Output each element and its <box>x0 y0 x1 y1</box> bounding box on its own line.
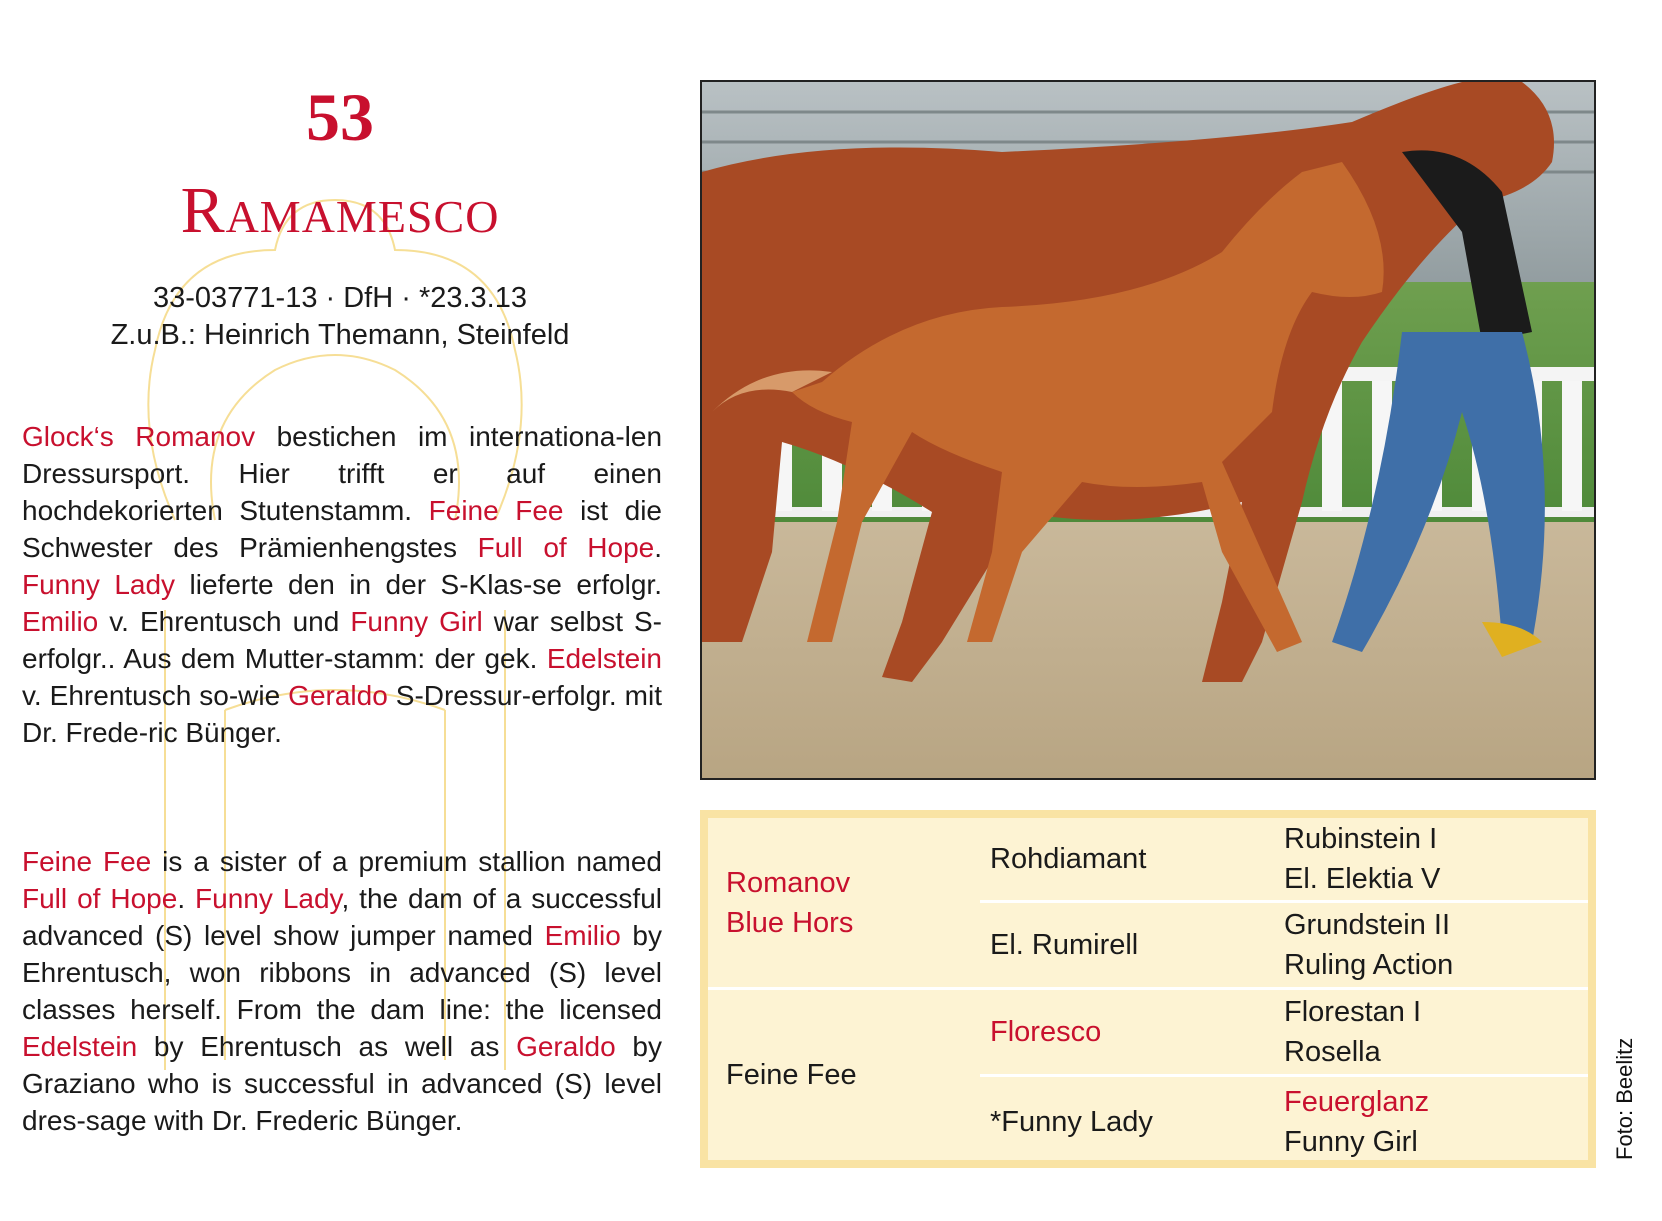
pedigree-grandparent <box>990 1077 1280 1167</box>
body-text: S-Dressur-erfolgr. mit Dr. Frede-ric Bünger. <box>22 680 662 748</box>
highlighted-name: Full of Hope <box>22 883 178 914</box>
pedigree-sire <box>726 818 976 987</box>
pedigree-name: Floresco <box>990 1016 1102 1048</box>
pedigree-name: Funny Girl <box>1284 1126 1418 1158</box>
pedigree-name: Feuerglanz <box>1284 1086 1430 1118</box>
body-text: by Ehrentusch, won ribbons in advanced (S) level classes herself. From the dam line: the licensed <box>22 920 662 1025</box>
body-text: by Ehrentusch as well as <box>137 1031 517 1062</box>
highlighted-name: Edelstein <box>22 1031 138 1062</box>
highlighted-name: Geraldo <box>516 1031 616 1062</box>
pedigree-great-grandparents <box>1284 990 1584 1074</box>
highlighted-name: Edelstein <box>546 643 662 674</box>
highlighted-name: Funny Lady <box>195 883 342 914</box>
pedigree-name: *Funny Lady <box>990 1106 1153 1138</box>
horse-photo <box>700 80 1596 780</box>
pedigree-great-grandparents <box>1284 903 1584 987</box>
breeder-line: Z.u.B.: Heinrich Themann, Steinfeld <box>110 319 570 351</box>
pedigree-name: El. Elektia V <box>1284 863 1441 895</box>
highlighted-name: Emilio <box>544 920 621 951</box>
highlighted-name: Feine Fee <box>428 495 564 526</box>
horse-meta <box>0 280 680 354</box>
highlighted-name: Geraldo <box>288 680 388 711</box>
body-text: war selbst S-erfolgr.. Aus dem Mutter-stamm: der gek. <box>22 606 662 674</box>
highlighted-name: Full of Hope <box>477 532 655 563</box>
pedigree-dam <box>726 990 976 1160</box>
body-text: . <box>177 883 196 914</box>
highlighted-name: Funny Girl <box>350 606 483 637</box>
pedigree-name: El. Rumirell <box>990 929 1139 961</box>
pedigree-name: Blue Hors <box>726 906 854 939</box>
body-text: is a sister of a premium stallion named <box>151 846 662 877</box>
pedigree-great-grandparents <box>1284 1077 1584 1167</box>
catalog-number: 53 <box>306 79 374 155</box>
pedigree-name: Ruling Action <box>1284 949 1454 981</box>
body-text: by Graziano who is successful in advanced (S) level dres-sage with Dr. Frederic Bünger. <box>22 1031 662 1136</box>
horse-name: Ramamesco <box>180 174 500 247</box>
body-text: ist die Schwester des Prämienhengstes <box>22 495 662 563</box>
pedigree-name: Rubinstein I <box>1284 823 1438 855</box>
pedigree-name: Feine Fee <box>726 1059 857 1091</box>
body-text: v. Ehrentusch so-wie <box>22 680 289 711</box>
photo-credit: Foto: Beelitz <box>1612 1037 1637 1160</box>
description-english <box>22 843 662 1139</box>
pedigree-name: Rosella <box>1284 1036 1381 1068</box>
pedigree-table <box>700 810 1596 1168</box>
highlighted-name: Feine Fee <box>22 846 152 877</box>
highlighted-name: Emilio <box>22 606 99 637</box>
pedigree-grandparent <box>990 903 1280 987</box>
pedigree-name: Rohdiamant <box>990 843 1147 875</box>
body-text: lieferte den in der S-Klas-se erfolgr. <box>175 569 662 600</box>
pedigree-name: Romanov <box>726 866 851 899</box>
registration-line: 33-03771-13 · DfH · *23.3.13 <box>153 282 527 314</box>
pedigree-name: Florestan I <box>1284 996 1421 1028</box>
body-text: , the dam of a successful advanced (S) level show jumper named <box>22 883 662 951</box>
highlighted-name: Funny Lady <box>22 569 176 600</box>
pedigree-great-grandparents <box>1284 818 1584 900</box>
pedigree-grandparent <box>990 990 1280 1074</box>
body-text: bestichen im internationa-len Dressursport. Hier trifft er auf einen hochdekorierten Stutenstamm. <box>22 421 663 526</box>
description-german <box>22 418 662 751</box>
body-text: . <box>654 532 662 563</box>
pedigree-grandparent <box>990 818 1280 900</box>
pedigree-name: Grundstein II <box>1284 909 1451 941</box>
body-text: v. Ehrentusch und <box>98 606 351 637</box>
highlighted-name: Glock‘s Romanov <box>22 421 256 452</box>
